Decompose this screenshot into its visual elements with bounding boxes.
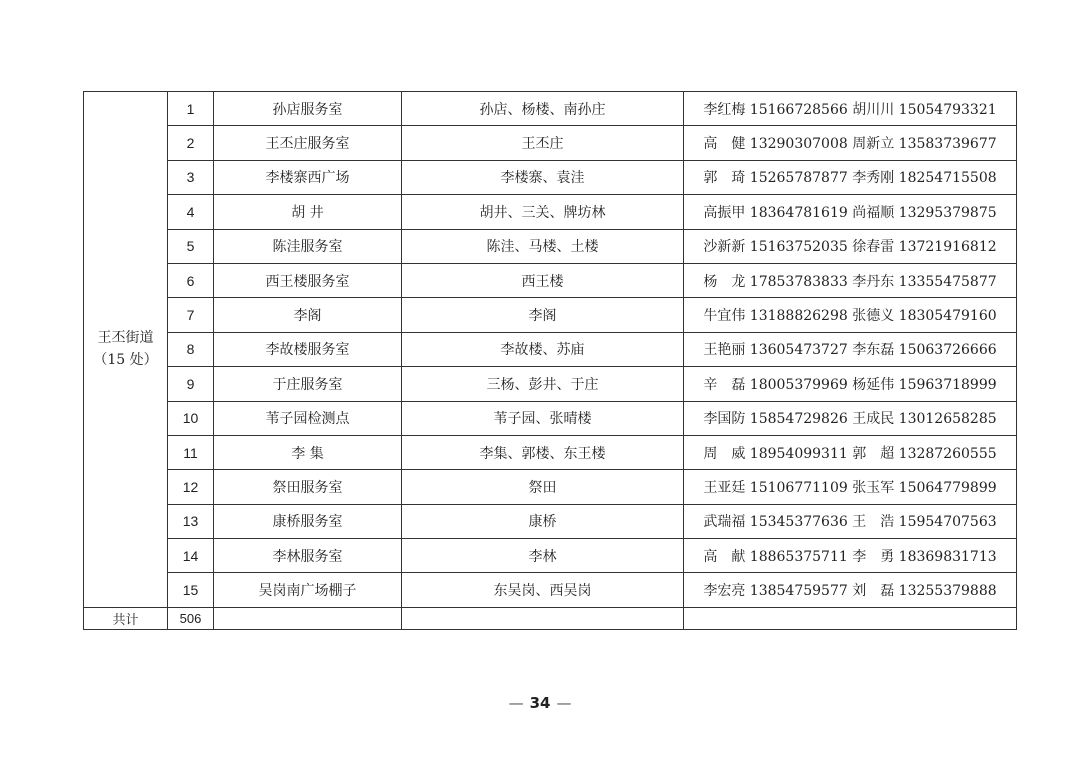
site-name-cell: 王丕庄服务室 (214, 126, 402, 160)
contacts-cell: 武瑞福 15345377636 王 浩 15954707563 (684, 504, 1017, 538)
row-number-cell: 9 (168, 367, 214, 401)
row-number-cell: 13 (168, 504, 214, 538)
contacts-cell: 王艳丽 13605473727 李东磊 15063726666 (684, 332, 1017, 366)
villages-cell: 西王楼 (402, 263, 684, 297)
site-name-cell: 李林服务室 (214, 539, 402, 573)
site-name-cell: 于庄服务室 (214, 367, 402, 401)
site-name-cell: 苇子园检测点 (214, 401, 402, 435)
table-row (84, 126, 1017, 160)
contacts-cell: 郭 琦 15265787877 李秀刚 18254715508 (684, 160, 1017, 194)
villages-cell: 王丕庄 (402, 126, 684, 160)
table-row (84, 160, 1017, 194)
table-row (84, 573, 1017, 607)
site-name-cell: 西王楼服务室 (214, 263, 402, 297)
page-number (0, 694, 1080, 712)
row-number-cell: 10 (168, 401, 214, 435)
villages-cell: 三杨、彭井、于庄 (402, 367, 684, 401)
site-name-cell: 康桥服务室 (214, 504, 402, 538)
table-row (84, 229, 1017, 263)
villages-cell: 陈洼、马楼、土楼 (402, 229, 684, 263)
page-number-dash-right: — (556, 694, 572, 712)
table-row (84, 470, 1017, 504)
site-name-cell: 陈洼服务室 (214, 229, 402, 263)
total-empty-cell (684, 607, 1017, 629)
site-name-cell: 李楼寨西广场 (214, 160, 402, 194)
table-row (84, 539, 1017, 573)
table-row (84, 435, 1017, 469)
table-row (84, 298, 1017, 332)
row-number-cell: 4 (168, 195, 214, 229)
site-name-cell: 李 集 (214, 435, 402, 469)
page-number-value: 34 (529, 694, 551, 712)
contacts-cell: 杨 龙 17853783833 李丹东 13355475877 (684, 263, 1017, 297)
table-row (84, 367, 1017, 401)
site-name-cell: 李阁 (214, 298, 402, 332)
contacts-cell: 高 献 18865375711 李 勇 18369831713 (684, 539, 1017, 573)
contacts-cell: 沙新新 15163752035 徐春雷 13721916812 (684, 229, 1017, 263)
villages-cell: 李阁 (402, 298, 684, 332)
district-count: （15 处） (93, 352, 158, 369)
villages-cell: 苇子园、张晴楼 (402, 401, 684, 435)
row-number-cell: 5 (168, 229, 214, 263)
table-row (84, 332, 1017, 366)
villages-cell: 李集、郭楼、东王楼 (402, 435, 684, 469)
contacts-cell: 李红梅 15166728566 胡川川 15054793321 (684, 92, 1017, 126)
villages-cell: 祭田 (402, 470, 684, 504)
villages-cell: 李楼寨、袁洼 (402, 160, 684, 194)
district-name: 王丕街道 (97, 330, 154, 347)
total-label-cell: 共计 (84, 607, 168, 629)
site-name-cell: 祭田服务室 (214, 470, 402, 504)
contacts-cell: 牛宜伟 13188826298 张德义 18305479160 (684, 298, 1017, 332)
contacts-cell: 高 健 13290307008 周新立 13583739677 (684, 126, 1017, 160)
total-empty-cell (402, 607, 684, 629)
contacts-cell: 周 威 18954099311 郭 超 13287260555 (684, 435, 1017, 469)
contacts-cell: 辛 磊 18005379969 杨延伟 15963718999 (684, 367, 1017, 401)
row-number-cell: 12 (168, 470, 214, 504)
page-number-dash-left: — (508, 694, 524, 712)
row-number-cell: 3 (168, 160, 214, 194)
row-number-cell: 1 (168, 92, 214, 126)
total-empty-cell (214, 607, 402, 629)
testing-site-table (83, 91, 1017, 630)
row-number-cell: 15 (168, 573, 214, 607)
total-value-cell: 506 (168, 607, 214, 629)
villages-cell: 东吴岗、西吴岗 (402, 573, 684, 607)
villages-cell: 李故楼、苏庙 (402, 332, 684, 366)
row-number-cell: 6 (168, 263, 214, 297)
row-number-cell: 7 (168, 298, 214, 332)
villages-cell: 孙店、杨楼、南孙庄 (402, 92, 684, 126)
villages-cell: 康桥 (402, 504, 684, 538)
table-row (84, 263, 1017, 297)
contacts-cell: 王亚廷 15106771109 张玉军 15064779899 (684, 470, 1017, 504)
site-name-cell: 胡 井 (214, 195, 402, 229)
contacts-cell: 李宏亮 13854759577 刘 磊 13255379888 (684, 573, 1017, 607)
contacts-cell: 高振甲 18364781619 尚福顺 13295379875 (684, 195, 1017, 229)
total-row (84, 607, 1017, 629)
contacts-cell: 李国防 15854729826 王成民 13012658285 (684, 401, 1017, 435)
site-name-cell: 李故楼服务室 (214, 332, 402, 366)
table-row (84, 195, 1017, 229)
table-row (84, 92, 1017, 126)
table-row (84, 401, 1017, 435)
row-number-cell: 14 (168, 539, 214, 573)
table-row (84, 504, 1017, 538)
site-name-cell: 孙店服务室 (214, 92, 402, 126)
district-cell (84, 92, 168, 608)
row-number-cell: 2 (168, 126, 214, 160)
villages-cell: 胡井、三关、牌坊林 (402, 195, 684, 229)
site-name-cell: 吴岗南广场棚子 (214, 573, 402, 607)
villages-cell: 李林 (402, 539, 684, 573)
row-number-cell: 8 (168, 332, 214, 366)
row-number-cell: 11 (168, 435, 214, 469)
table-body (84, 92, 1017, 630)
